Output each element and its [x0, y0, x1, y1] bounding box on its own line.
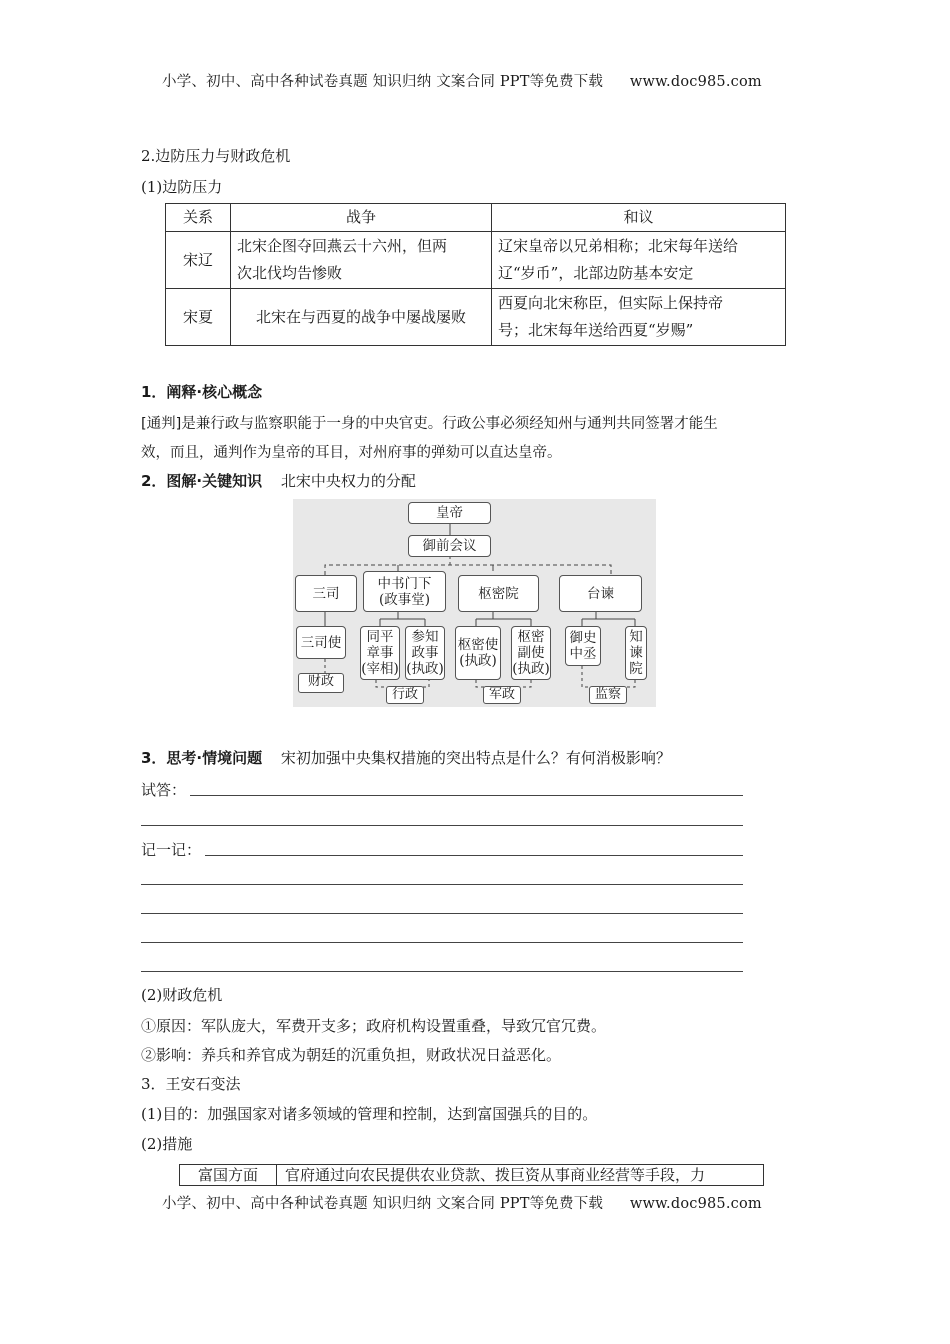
note-label: 记一记： [141, 841, 202, 859]
box-line: 章事 [366, 645, 394, 661]
purpose-text: (1)目的：加强国家对诸多领域的管理和控制，达到富国强兵的目的。 [141, 1105, 598, 1123]
zhongshu-line: 中书门下 [377, 575, 432, 592]
box-line: (执政) [406, 661, 444, 677]
answer-label: 试答： [141, 781, 187, 799]
table-cell [492, 232, 786, 289]
think-title: 3．思考·情境问题 [141, 749, 263, 767]
table-header-cell: 和议 [492, 204, 786, 232]
section-3-title: 3．王安石变法 [141, 1075, 241, 1093]
cell-line: 辽宋皇帝以兄弟相称；北宋每年送给 [498, 237, 739, 255]
section-2-title: 2.边防压力与财政危机 [141, 147, 291, 165]
tongping-box [360, 626, 400, 680]
box-line: (执政) [512, 661, 550, 677]
answer-line[interactable] [190, 795, 743, 796]
cell-line: 号；北宋每年送给西夏“岁赐” [498, 321, 694, 339]
footer-site: www.doc985.com [629, 1196, 762, 1212]
label-junzheng: 军政 [483, 686, 521, 704]
box-line: (执政) [459, 653, 497, 669]
shumishi-box [455, 626, 501, 680]
label-caizheng: 财政 [298, 673, 344, 693]
box-line: 御史 [569, 630, 597, 646]
table-cell: 富国方面 [180, 1165, 277, 1186]
box-line: (宰相) [361, 661, 399, 677]
zhongshu-box [363, 571, 446, 612]
page-footer [162, 1192, 762, 1213]
emperor-box: 皇帝 [408, 502, 491, 524]
box-line: 参知 [411, 629, 439, 645]
cell-line: 辽“岁币”，北部边防基本安定 [498, 264, 694, 282]
label-xingzheng: 行政 [386, 686, 424, 704]
shumifu-box [511, 626, 551, 680]
answer-line[interactable] [141, 825, 743, 826]
measures-table [179, 1164, 764, 1186]
header-text: 小学、初中、高中各种试卷真题 知识归纳 文案合同 PPT等免费下载 [162, 74, 604, 90]
cell-line: 北宋企图夺回燕云十六州，但两 [237, 237, 448, 255]
effect-text: ②影响：养兵和养官成为朝廷的沉重负担，财政状况日益恶化。 [141, 1046, 562, 1064]
diagram-title-bold: 2．图解·关键知识 [141, 472, 263, 490]
zhongshu-line: (政事堂) [378, 591, 431, 608]
box-line: 同平 [366, 629, 394, 645]
cause-text: ①原因：军队庞大，军费开支多；政府机构设置重叠，导致冗官冗费。 [141, 1017, 607, 1035]
table-row [166, 289, 786, 346]
table-row [180, 1165, 764, 1186]
sansishi-box: 三司使 [296, 626, 346, 659]
table-cell: 官府通过向农民提供农业贷款、拨巨资从事商业经营等手段，力 [277, 1165, 764, 1186]
box-line: 知 [629, 629, 643, 645]
cell-line: 次北伐均告惨败 [237, 264, 343, 282]
note-line[interactable] [141, 913, 743, 914]
shumi-box: 枢密院 [458, 575, 539, 612]
footer-text: 小学、初中、高中各种试卷真题 知识归纳 文案合同 PPT等免费下载 [162, 1196, 604, 1212]
box-line: 枢密 [517, 629, 545, 645]
note-line[interactable] [141, 884, 743, 885]
note-line[interactable] [205, 855, 743, 856]
concept-title: 1．阐释·核心概念 [141, 383, 263, 401]
table-cell: 北宋在与西夏的战争中屡战屡败 [231, 289, 492, 346]
yushi-box [565, 626, 601, 666]
sansi-box: 三司 [295, 575, 357, 612]
table-cell: 宋夏 [166, 289, 231, 346]
box-line: 院 [629, 661, 643, 677]
taijian-box: 台谏 [559, 575, 642, 612]
table-header-cell: 关系 [166, 204, 231, 232]
concept-line-1: [通判]是兼行政与监察职能于一身的中央官吏。行政公事必须经知州与通判共同签署才能生 [141, 416, 718, 432]
zhijian-box [625, 626, 647, 680]
measures-title: (2)措施 [141, 1135, 193, 1153]
table-row [166, 232, 786, 289]
note-line[interactable] [141, 971, 743, 972]
canzhi-box [405, 626, 445, 680]
think-section [141, 747, 671, 768]
table-cell [231, 232, 492, 289]
label-jiancha: 监察 [589, 686, 627, 704]
box-line: 中丞 [569, 646, 597, 662]
think-question: 宋初加强中央集权措施的突出特点是什么？有何消极影响？ [280, 749, 671, 767]
council-box: 御前会议 [408, 535, 491, 557]
box-line: 枢密使 [457, 637, 499, 653]
cell-line: 西夏向北宋称臣，但实际上保持帝 [498, 294, 724, 312]
concept-line-2: 效，而且，通判作为皇帝的耳目，对州府事的弹劾可以直达皇帝。 [141, 445, 562, 461]
table-header-cell: 战争 [231, 204, 492, 232]
diagram-section-title [141, 470, 416, 491]
diagram-subtitle: 北宋中央权力的分配 [280, 472, 416, 490]
header-site: www.doc985.com [629, 74, 762, 90]
table-cell [492, 289, 786, 346]
box-line: 谏 [629, 645, 643, 661]
page-header [162, 70, 762, 91]
table-header-row [166, 204, 786, 232]
box-line: 副使 [517, 645, 545, 661]
table-cell: 宋辽 [166, 232, 231, 289]
box-line: 政事 [411, 645, 439, 661]
note-line[interactable] [141, 942, 743, 943]
subsection-1-title: (1)边防压力 [141, 178, 223, 196]
subsection-2-title: (2)财政危机 [141, 986, 223, 1004]
power-distribution-diagram [293, 499, 656, 707]
border-pressure-table [165, 203, 786, 346]
